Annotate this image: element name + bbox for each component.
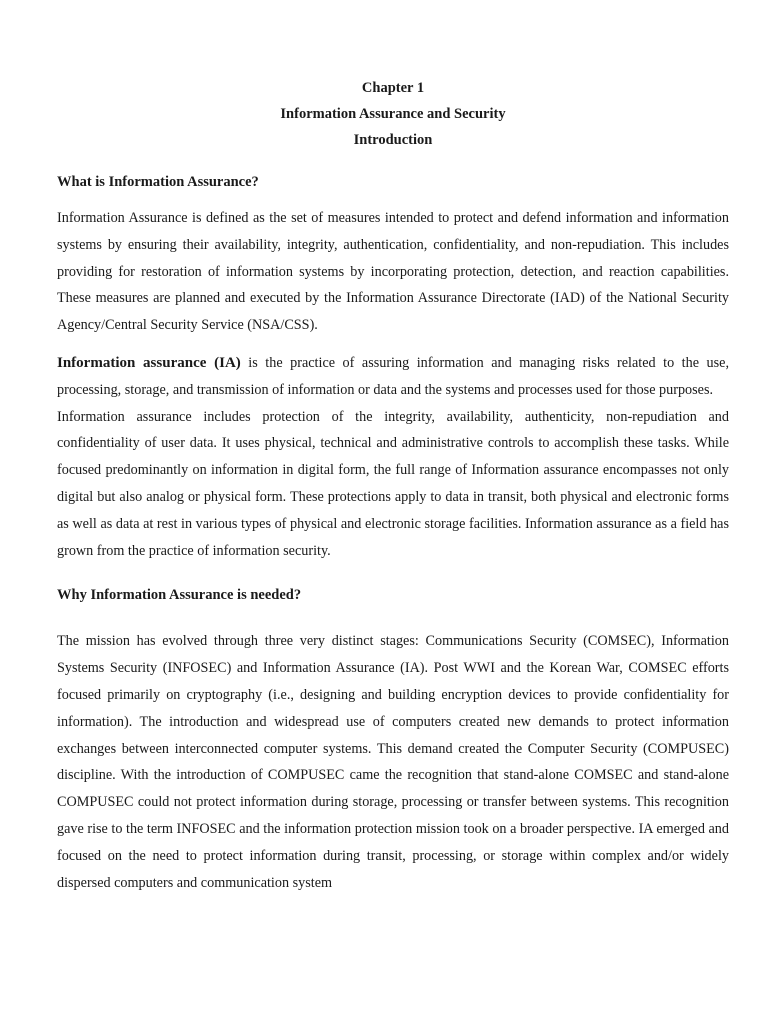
chapter-label: Chapter 1 <box>361 80 425 96</box>
paragraph-ia-practice <box>57 350 729 404</box>
title-block <box>57 75 729 153</box>
section-heading-why-ia-needed: Why Information Assurance is needed? <box>57 587 302 604</box>
paragraph-ia-practice-text: is the practice of assuring information and managing risks related to the use, processing, storage, and transmission of information or data and the systems and processes used for those purposes. <box>57 354 729 398</box>
chapter-title: Information Assurance and Security <box>280 106 506 122</box>
paragraph-ia-mission: The mission has evolved through three very distinct stages: Communications Security (COMSEC), Information Systems Security (INFOSEC) and Information Assurance (IA). Post WWI and the Korean War, COMSEC efforts focused primarily on cryptography (i.e., designing and building encryption devices to provide confidentiality for information). The introduction and widespread use of computers created new demands to protect information exchanges between interconnected computer systems. This demand created the Computer Security (COMPUSEC) discipline. With the introduction of COMPUSEC came the recognition that stand-alone COMSEC and stand-alone COMPUSEC could not protect information during storage, processing or transfer between systems. This recognition gave rise to the term INFOSEC and the information protection mission took on a broader perspective. IA emerged and focused on the need to protect information during transit, processing, or storage within complex and/or widely dispersed computers and communication system <box>57 633 729 891</box>
paragraph-ia-definition: Information Assurance is defined as the set of measures intended to protect and defend information and information systems by ensuring their availability, integrity, authentication, confidentiality, and non-repudiation. This includes providing for restoration of information systems by incorporating protection, detection, and reaction capabilities. These measures are planned and executed by the Information Assurance Directorate (IAD) of the National Security Agency/Central Security Service (NSA/CSS). <box>57 210 729 334</box>
paragraph-lead-term: Information assurance (IA) <box>57 354 241 371</box>
chapter-subtitle: Introduction <box>353 132 433 148</box>
section-heading-what-is-ia: What is Information Assurance? <box>57 174 259 190</box>
paragraph-ia-protection: Information assurance includes protection of the integrity, availability, authenticity, non-repudiation and confidentiality of user data. It uses physical, technical and administrative controls to accomplish these tasks. While focused predominantly on information in digital form, the full range of Information assurance encompasses not only digital but also analog or physical form. These protections apply to data in transit, both physical and electronic forms as well as data at rest in various types of physical and electronic storage facilities. Information assurance as a field has grown from the practice of information security. <box>57 408 729 559</box>
